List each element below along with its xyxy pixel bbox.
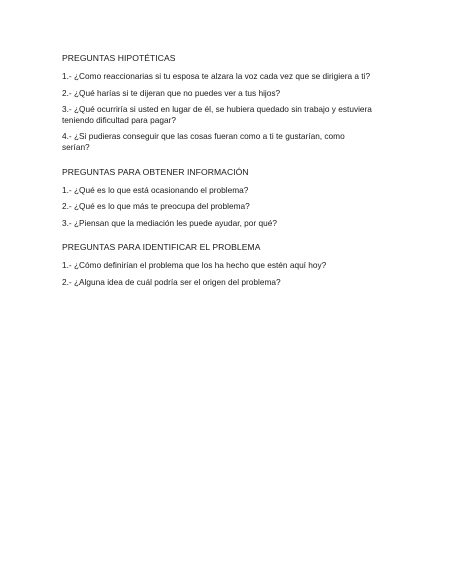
section-heading: PREGUNTAS PARA OBTENER INFORMACIÓN xyxy=(62,166,249,177)
question-item: 1.- ¿Cómo definirían el problema que los ha hecho que estén aquí hoy? xyxy=(62,260,327,271)
question-list xyxy=(62,260,372,287)
question-item: 2.- ¿Qué harías si te dijeran que no puedes ver a tus hijos? xyxy=(62,87,281,98)
document-content xyxy=(62,53,372,294)
section-identify-problem-questions xyxy=(62,242,372,287)
question-item: 2.- ¿Qué es lo que más te preocupa del problema? xyxy=(62,201,250,212)
question-item: 3.- ¿Qué ocurriría si usted en lugar de él, se hubiera quedado sin trabajo y estuviera teniendo dificultad para pagar? xyxy=(62,104,372,125)
question-list xyxy=(62,185,372,229)
question-item: 2.- ¿Alguna idea de cuál podría ser el origen del problema? xyxy=(62,276,281,287)
section-hypothetical-questions xyxy=(62,53,372,153)
question-item: 1.- ¿Qué es lo que está ocasionando el problema? xyxy=(62,184,249,195)
question-item: 3.- ¿Piensan que la mediación les puede ayudar, por qué? xyxy=(62,217,277,228)
section-heading: PREGUNTAS PARA IDENTIFICAR EL PROBLEMA xyxy=(62,242,261,253)
section-heading: PREGUNTAS HIPOTÉTICAS xyxy=(62,53,176,63)
section-information-questions xyxy=(62,167,372,229)
question-item: 4.- ¿Si pudieras conseguir que las cosas fueran como a ti te gustarían, como serían? xyxy=(62,131,345,152)
question-list xyxy=(62,71,372,153)
question-item: 1.- ¿Como reaccionarias si tu esposa te alzara la voz cada vez que se dirigiera a ti? xyxy=(62,71,371,81)
